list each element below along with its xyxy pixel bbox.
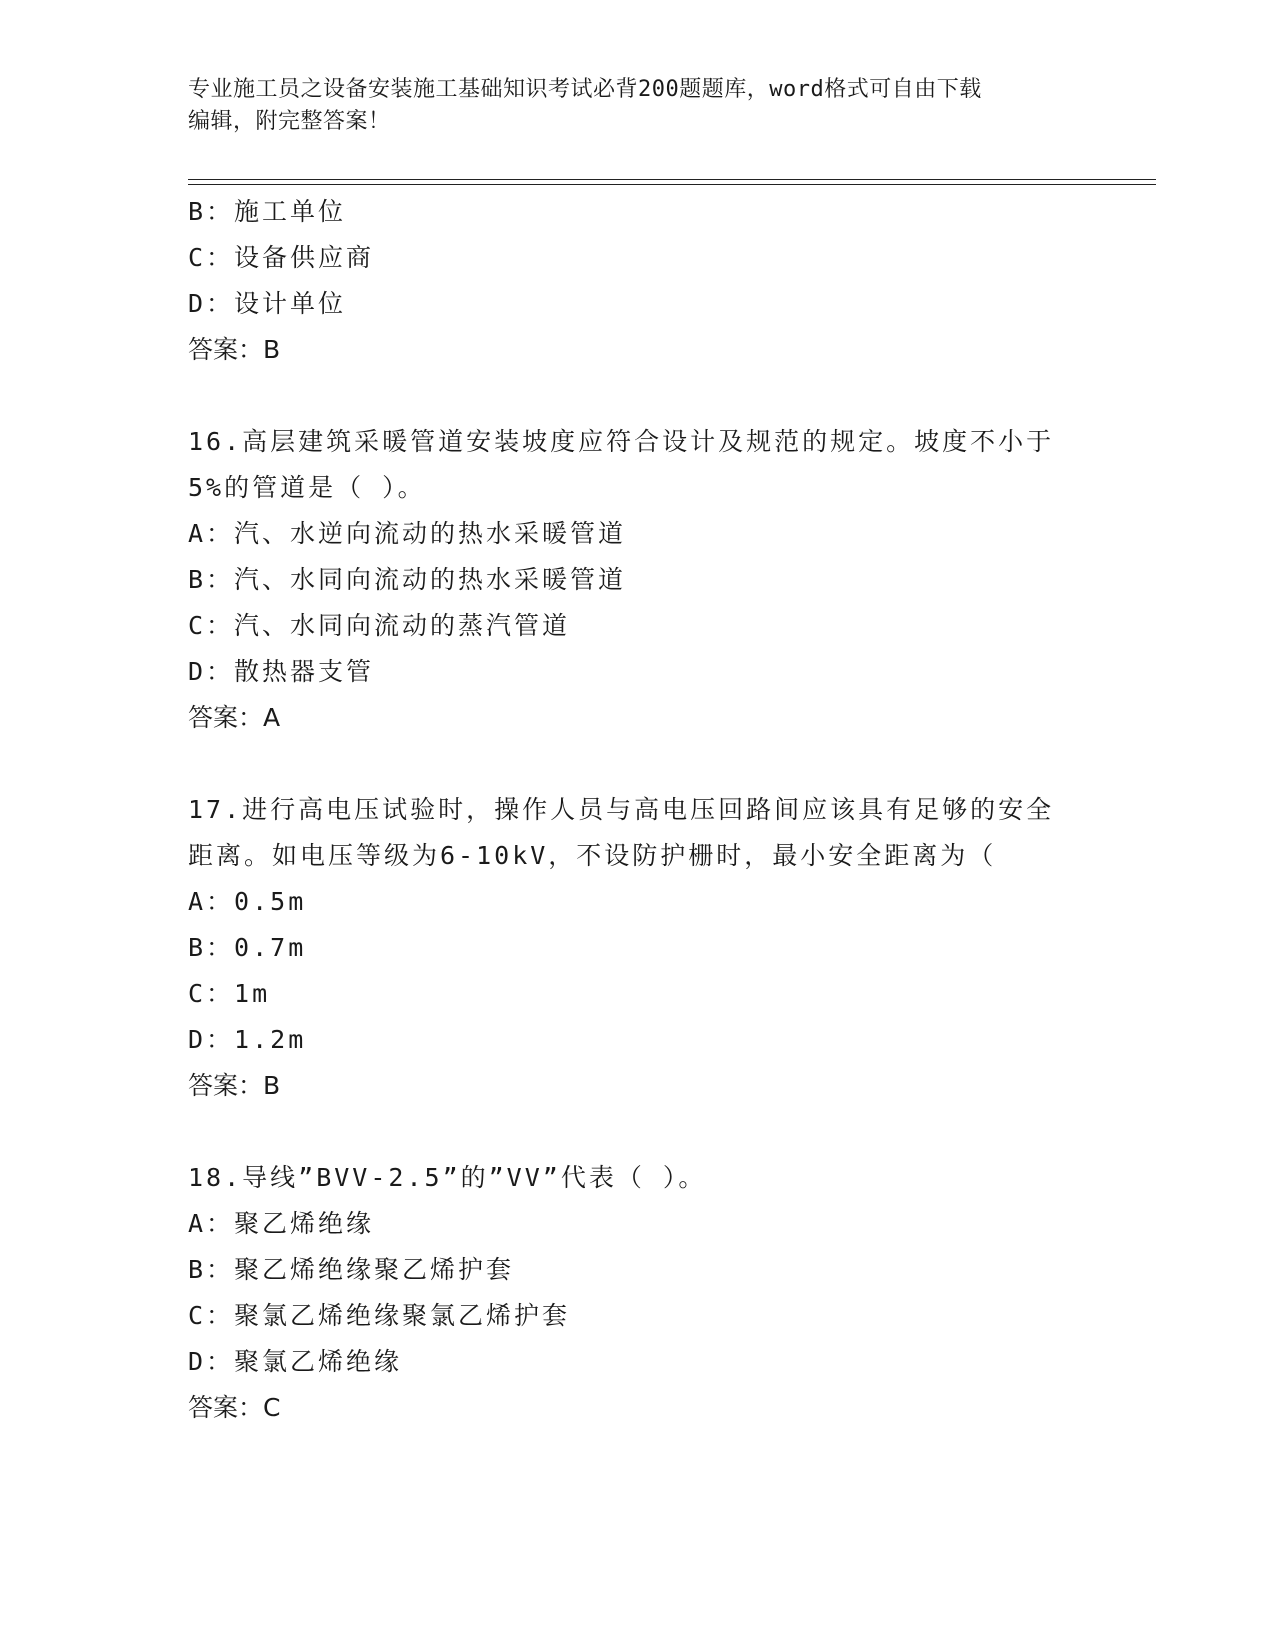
page-header <box>188 74 1088 138</box>
question-17 <box>188 787 1088 1109</box>
option-d: D：设计单位 <box>188 289 347 318</box>
option-b: B：汽、水同向流动的热水采暖管道 <box>188 565 627 594</box>
answer: 答案：B <box>188 335 281 364</box>
document-body <box>188 189 1088 1431</box>
option-d: D：散热器支管 <box>188 657 375 686</box>
question-stem: 16.高层建筑采暖管道安装坡度应符合设计及规范的规定。坡度不小于 <box>188 427 1055 456</box>
header-divider-bottom <box>188 184 1156 185</box>
question-16 <box>188 419 1088 741</box>
spacer <box>188 741 1088 787</box>
question-stem: 距离。如电压等级为6-10kV，不设防护栅时，最小安全距离为（ <box>188 841 997 870</box>
option-c: C：设备供应商 <box>188 243 375 272</box>
option-b: B：0.7m <box>188 933 307 962</box>
question-stem: 5%的管道是（ ）。 <box>188 473 426 502</box>
answer: 答案：B <box>188 1071 281 1100</box>
option-a: A：聚乙烯绝缘 <box>188 1209 375 1238</box>
question-15-fragment <box>188 189 1088 373</box>
option-c: C：聚氯乙烯绝缘聚氯乙烯护套 <box>188 1301 571 1330</box>
option-d: D：聚氯乙烯绝缘 <box>188 1347 403 1376</box>
question-stem: 18.导线”BVV-2.5”的”VV”代表（ ）。 <box>188 1163 707 1192</box>
option-b: B：施工单位 <box>188 197 347 226</box>
header-line-2: 编辑，附完整答案！ <box>188 109 391 134</box>
header-divider-top <box>188 179 1156 180</box>
option-b: B：聚乙烯绝缘聚乙烯护套 <box>188 1255 515 1284</box>
answer: 答案：A <box>188 703 281 732</box>
option-a: A：0.5m <box>188 887 307 916</box>
spacer <box>188 1109 1088 1155</box>
option-d: D：1.2m <box>188 1025 307 1054</box>
header-line-1: 专业施工员之设备安装施工基础知识考试必背200题题库，word格式可自由下载 <box>188 77 982 102</box>
question-18 <box>188 1155 1088 1431</box>
answer: 答案：C <box>188 1393 281 1422</box>
option-c: C：汽、水同向流动的蒸汽管道 <box>188 611 571 640</box>
option-a: A：汽、水逆向流动的热水采暖管道 <box>188 519 627 548</box>
question-stem: 17.进行高电压试验时，操作人员与高电压回路间应该具有足够的安全 <box>188 795 1055 824</box>
option-c: C：1m <box>188 979 271 1008</box>
spacer <box>188 373 1088 419</box>
